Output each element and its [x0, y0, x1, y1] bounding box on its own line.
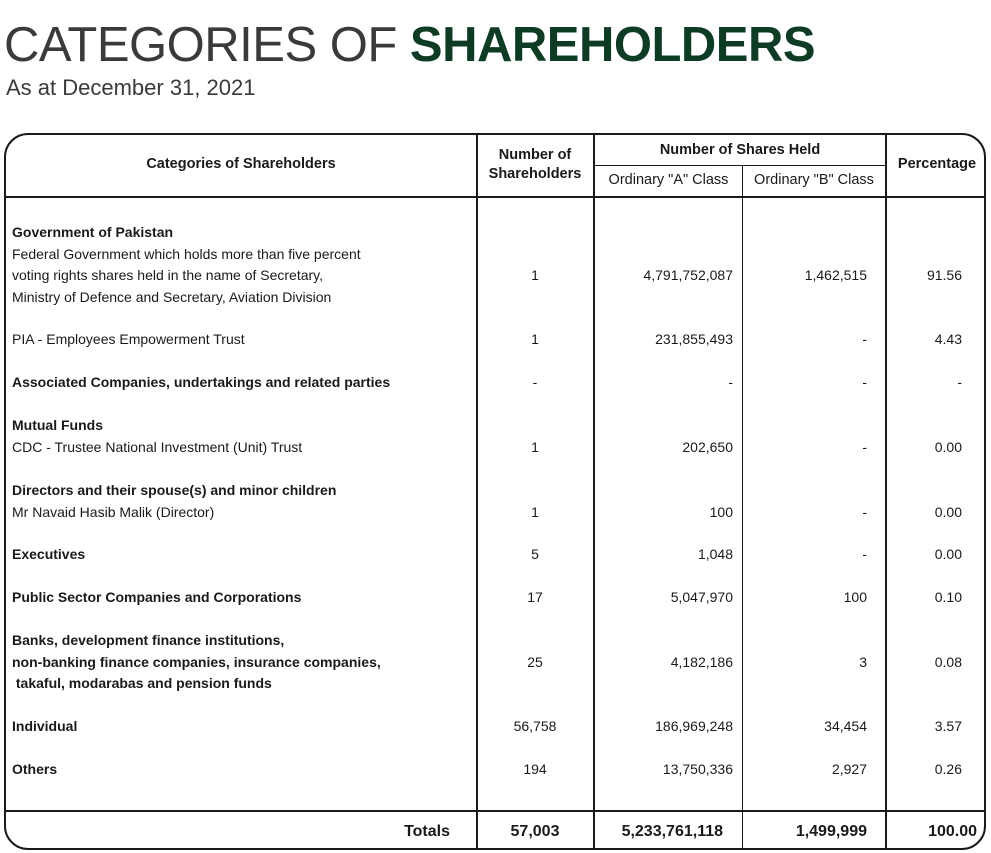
table-row-category [12, 480, 472, 523]
divider-col-4 [885, 133, 887, 850]
page-subtitle: As at December 31, 2021 [6, 75, 256, 100]
divider-totals [5, 810, 985, 812]
cell-percentage: 0.26 [934, 761, 962, 777]
table-row-category [12, 372, 472, 394]
row-heading: Associated Companies, undertakings and related parties [12, 374, 391, 390]
cell-class-b: - [862, 331, 867, 347]
table-row-category [12, 716, 472, 738]
cell-percentage: 0.10 [934, 589, 962, 605]
totals-class-b: 1,499,999 [795, 823, 867, 840]
row-heading: Public Sector Companies and Corporations [12, 589, 302, 605]
totals-percentage: 100.00 [928, 823, 977, 840]
cell-holders: 1 [531, 267, 539, 283]
divider-col-1 [476, 133, 478, 850]
cell-holders: 1 [531, 439, 539, 455]
cell-percentage: 3.57 [934, 718, 962, 734]
cell-class-a: 1,048 [697, 546, 733, 562]
cell-percentage: 4.43 [934, 331, 962, 347]
cell-class-a: 186,969,248 [655, 718, 733, 734]
cell-class-b: 34,454 [824, 718, 867, 734]
row-heading: Government of Pakistan [12, 224, 174, 240]
row-heading: Executives [12, 546, 86, 562]
cell-holders: - [532, 374, 538, 390]
cell-holders: 17 [527, 589, 543, 605]
divider-header [5, 196, 985, 198]
cell-holders: 1 [531, 504, 539, 520]
cell-class-b: - [862, 504, 867, 520]
cell-percentage: 0.00 [934, 504, 962, 520]
cell-class-b: 1,462,515 [804, 267, 867, 283]
totals-label: Totals [404, 823, 450, 840]
row-detail: CDC - Trustee National Investment (Unit) Trust [12, 438, 303, 455]
cell-holders: 1 [531, 331, 539, 347]
cell-percentage: - [957, 374, 962, 390]
table-row-category [12, 587, 472, 609]
cell-class-b: - [862, 374, 867, 390]
row-detail: Mr Navaid Hasib Malik (Director) [12, 503, 215, 520]
table-row-category [12, 329, 472, 351]
header-holders-line1: Number of [498, 147, 572, 163]
row-heading: Individual [12, 718, 78, 734]
divider-col-2 [593, 133, 595, 850]
cell-holders: 5 [531, 546, 539, 562]
header-holders [478, 146, 592, 184]
cell-class-a: 4,791,752,087 [643, 267, 733, 283]
row-heading: Mutual Funds [12, 417, 103, 433]
cell-holders: 25 [527, 654, 543, 670]
divider-col-3 [742, 166, 743, 850]
header-holders-line2: Shareholders [488, 166, 582, 182]
row-detail: PIA - Employees Empowerment Trust [12, 331, 245, 347]
cell-class-a: 231,855,493 [655, 331, 733, 347]
table-row-category [12, 630, 472, 695]
cell-class-b: 2,927 [831, 761, 867, 777]
cell-class-a: 13,750,336 [662, 761, 733, 777]
cell-percentage: 91.56 [926, 267, 962, 283]
title-part-2: SHAREHOLDERS [409, 18, 816, 72]
row-detail: Federal Government which holds more than five percent [12, 245, 361, 262]
cell-class-b: - [862, 439, 867, 455]
cell-class-a: 202,650 [682, 439, 733, 455]
row-heading: non-banking finance companies, insurance companies, [12, 653, 381, 670]
cell-class-b: - [862, 546, 867, 562]
header-class-a: Ordinary "A" Class [608, 172, 729, 188]
cell-class-b: 100 [843, 589, 867, 605]
row-heading: Directors and their spouse(s) and minor children [12, 482, 337, 498]
title-part-1: CATEGORIES OF [4, 18, 410, 72]
cell-class-a: 4,182,186 [670, 654, 733, 670]
cell-class-a: 5,047,970 [670, 589, 733, 605]
header-category: Categories of Shareholders [146, 156, 336, 172]
divider-shares-header [594, 165, 886, 166]
totals-class-a: 5,233,761,118 [621, 823, 723, 840]
totals-holders: 57,003 [510, 823, 560, 840]
cell-percentage: 0.00 [934, 439, 962, 455]
cell-class-a: 100 [709, 504, 733, 520]
cell-percentage: 0.00 [934, 546, 962, 562]
cell-class-a: - [728, 374, 733, 390]
table-row-category [12, 544, 472, 566]
row-detail: voting rights shares held in the name of Secretary, [12, 267, 324, 283]
cell-class-b: 3 [859, 654, 867, 670]
page-title [4, 18, 815, 72]
table-row-category [12, 759, 472, 781]
row-heading: Others [12, 761, 58, 777]
table-row-category [12, 222, 472, 308]
cell-percentage: 0.08 [934, 654, 962, 670]
header-percentage: Percentage [897, 156, 977, 172]
table-row-category [12, 415, 472, 458]
row-heading: Banks, development finance institutions, [12, 632, 285, 648]
cell-holders: 194 [523, 761, 547, 777]
header-shares-held: Number of Shares Held [659, 142, 821, 158]
cell-holders: 56,758 [513, 718, 557, 734]
row-heading: takaful, modarabas and pension funds [12, 675, 272, 691]
header-class-b: Ordinary "B" Class [754, 172, 874, 188]
row-detail: Ministry of Defence and Secretary, Aviation Division [12, 288, 332, 305]
